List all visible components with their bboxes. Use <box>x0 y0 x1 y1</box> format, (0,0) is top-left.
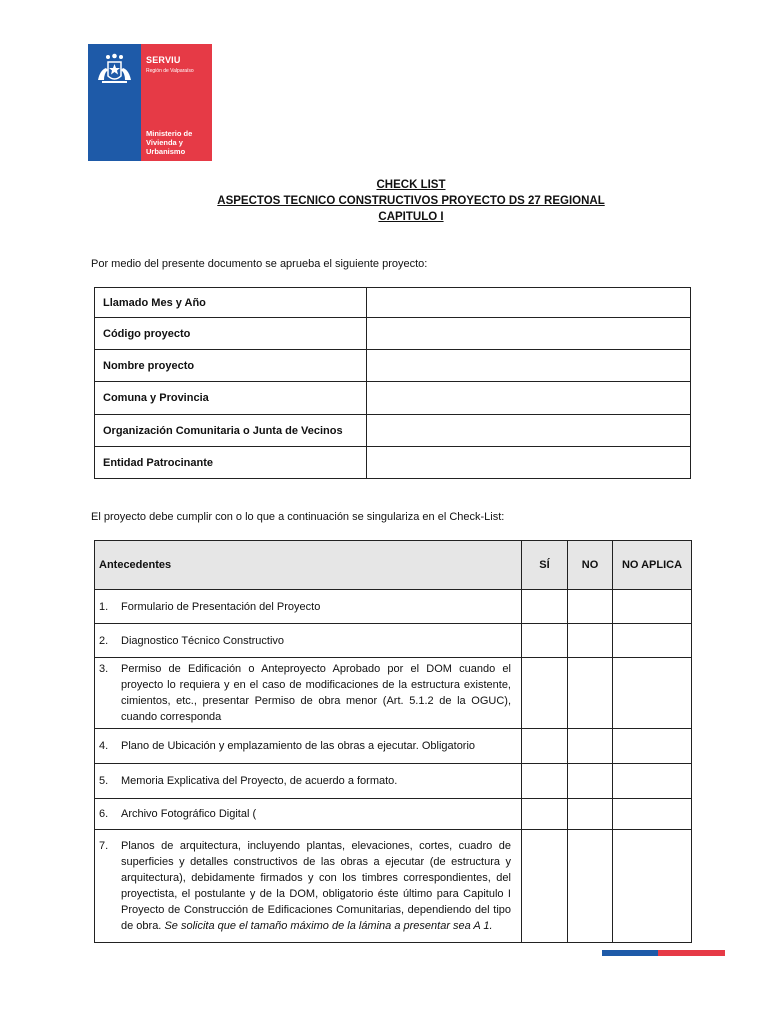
check-cell-no-aplica[interactable] <box>613 799 692 830</box>
check-cell-si[interactable] <box>522 830 568 943</box>
item-number: 5. <box>99 775 109 787</box>
item-number: 7. <box>99 840 109 852</box>
project-info-table <box>94 287 691 479</box>
check-cell-si[interactable] <box>522 624 568 658</box>
checklist-row <box>95 764 692 799</box>
check-cell-no-aplica[interactable] <box>613 830 692 943</box>
logo-red-panel <box>141 44 212 161</box>
check-cell-no[interactable] <box>568 590 613 624</box>
intro-text: Por medio del presente documento se aprueba el siguiente proyecto: <box>91 258 428 270</box>
logo-ministry-line1: Ministerio de <box>146 129 193 138</box>
item-number: 6. <box>99 808 109 820</box>
check-cell-si[interactable] <box>522 799 568 830</box>
check-cell-si[interactable] <box>522 590 568 624</box>
item-text <box>121 838 511 934</box>
title-aspectos: ASPECTOS TECNICO CONSTRUCTIVOS PROYECTO DS 27 REGIONAL <box>217 195 605 207</box>
checklist-item <box>95 799 522 830</box>
item-text: Archivo Fotográfico Digital ( <box>121 808 257 820</box>
info-row <box>95 318 691 350</box>
checklist-item <box>95 764 522 799</box>
item-text: Diagnostico Técnico Constructivo <box>121 634 285 647</box>
check-cell-no[interactable] <box>568 764 613 799</box>
checklist-item <box>95 624 522 658</box>
checklist-row <box>95 799 692 830</box>
check-cell-no-aplica[interactable] <box>613 590 692 624</box>
info-value <box>367 288 691 318</box>
check-cell-no-aplica[interactable] <box>613 624 692 658</box>
item-number: 3. <box>99 663 109 675</box>
check-cell-si[interactable] <box>522 729 568 764</box>
info-row <box>95 447 691 479</box>
info-value <box>367 382 691 415</box>
item-text-main: Planos de arquitectura, incluyendo plantas, elevaciones, cortes, cuadro de superficies y detalles constructivos de las obras a ejecutar (de estructura y arquitectura), debidamente firmados y con los timbres correspondientes, del proyectista, el postulante y de la DOM, obligatorio éste último para Capitulo I Proyecto de Construcción de Edificaciones Comunitarias, dependiendo del tipo de obra. <box>121 840 511 932</box>
info-label: Organización Comunitaria o Junta de Vecinos <box>95 415 367 447</box>
item-text: Permiso de Edificación o Anteproyecto Aprobado por el DOM cuando el proyecto lo requiera y en el caso de modificaciones de la estructura existente, cimientos, etc., presentar Permiso de obra menor (Art. 5.1.2 de la OGUC), cuando corresponda <box>121 663 511 723</box>
check-cell-no[interactable] <box>568 624 613 658</box>
logo-blue-panel <box>88 44 141 161</box>
checklist-item <box>95 729 522 764</box>
header-no-aplica: NO APLICA <box>613 541 692 590</box>
header-antecedentes: Antecedentes <box>95 541 522 590</box>
footer-bar-blue <box>602 950 658 956</box>
checklist-table <box>94 540 692 943</box>
item-text-italic-note: Se solicita que el tamaño máximo de la lámina a presentar sea A 1. <box>164 920 493 932</box>
checklist-header-row <box>95 541 692 590</box>
checklist-item <box>95 658 522 729</box>
info-value <box>367 415 691 447</box>
info-label: Comuna y Provincia <box>95 382 367 415</box>
checklist-row <box>95 658 692 729</box>
info-label: Código proyecto <box>95 318 367 350</box>
logo-org-name: SERVIU <box>146 55 181 65</box>
check-cell-no[interactable] <box>568 729 613 764</box>
checklist-intro-text: El proyecto debe cumplir con o lo que a continuación se singulariza en el Check-List: <box>91 511 505 523</box>
item-text: Formulario de Presentación del Proyecto <box>121 600 321 613</box>
info-row <box>95 288 691 318</box>
check-cell-no-aplica[interactable] <box>613 729 692 764</box>
item-number: 2. <box>99 634 109 647</box>
logo-ministry-line3: Urbanismo <box>146 147 186 156</box>
info-row <box>95 382 691 415</box>
check-cell-no[interactable] <box>568 658 613 729</box>
title-capitulo: CAPITULO I <box>378 211 444 223</box>
item-number: 1. <box>99 600 109 613</box>
checklist-item <box>95 830 522 943</box>
check-cell-si[interactable] <box>522 764 568 799</box>
footer-brand-bar <box>602 950 725 956</box>
check-cell-si[interactable] <box>522 658 568 729</box>
info-label: Entidad Patrocinante <box>95 447 367 479</box>
item-number: 4. <box>99 740 109 752</box>
checklist-row <box>95 624 692 658</box>
info-row <box>95 415 691 447</box>
info-label: Nombre proyecto <box>95 350 367 382</box>
logo-ministry <box>146 129 192 156</box>
checklist-row <box>95 590 692 624</box>
info-label: Llamado Mes y Año <box>95 288 367 318</box>
check-cell-no-aplica[interactable] <box>613 658 692 729</box>
title-check-list: CHECK LIST <box>376 179 446 191</box>
coat-of-arms-icon <box>94 52 135 92</box>
checklist-row <box>95 830 692 943</box>
item-text: Plano de Ubicación y emplazamiento de las obras a ejecutar. Obligatorio <box>121 740 476 752</box>
info-value <box>367 350 691 382</box>
check-cell-no-aplica[interactable] <box>613 764 692 799</box>
item-text: Memoria Explicativa del Proyecto, de acuerdo a formato. <box>121 775 398 787</box>
info-row <box>95 350 691 382</box>
header-no: NO <box>568 541 613 590</box>
checklist-row <box>95 729 692 764</box>
info-value <box>367 447 691 479</box>
check-cell-no[interactable] <box>568 799 613 830</box>
document-title-block <box>0 177 768 225</box>
info-value <box>367 318 691 350</box>
footer-bar-red <box>658 950 725 956</box>
logo-ministry-line2: Vivienda y <box>146 138 183 147</box>
logo-region: Región de Valparaíso <box>146 68 194 74</box>
serviu-logo <box>88 44 212 161</box>
checklist-item <box>95 590 522 624</box>
check-cell-no[interactable] <box>568 830 613 943</box>
header-si: SÍ <box>522 541 568 590</box>
